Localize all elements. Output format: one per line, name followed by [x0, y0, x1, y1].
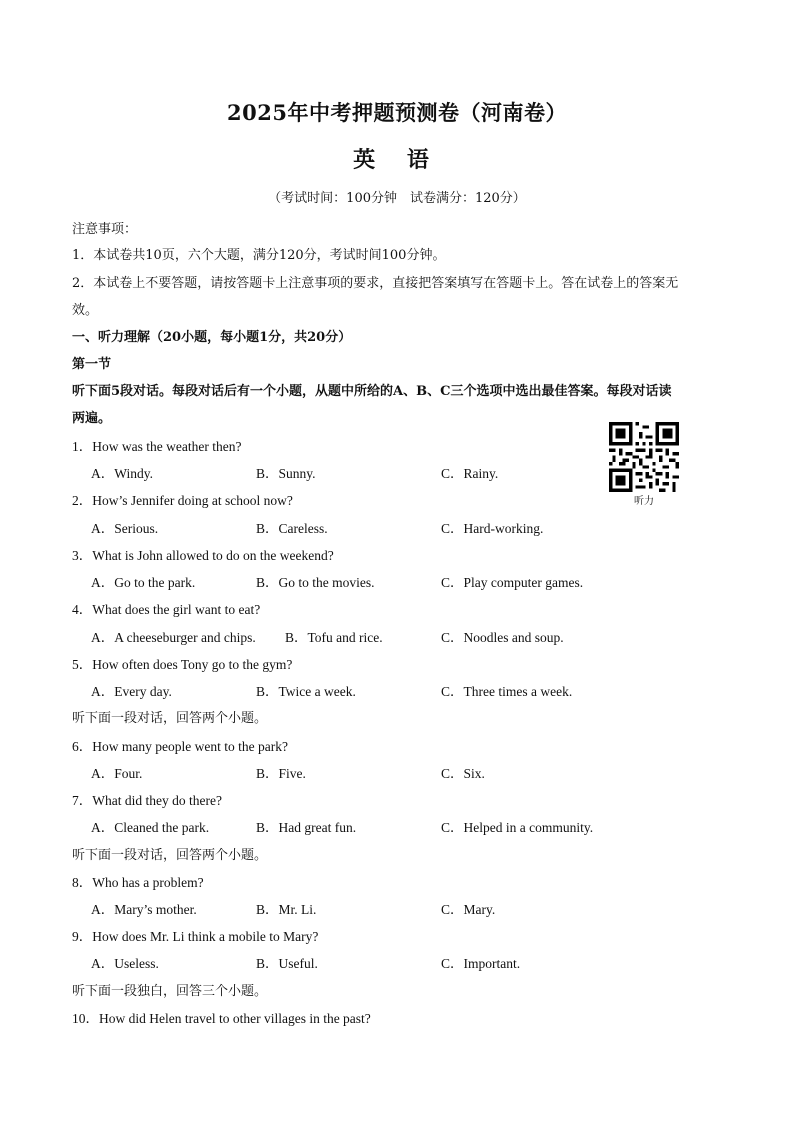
q5-option-b: B．Twice a week. — [256, 684, 356, 699]
question-6: 6．How many people went to the park? — [72, 739, 288, 754]
section-title: 一、听力理解（20小题，每小题1分，共20分） — [72, 330, 352, 345]
instruction-three-questions: 听下面一段独白，回答三个小题。 — [72, 984, 268, 999]
q3-option-a: A．Go to the park. — [91, 575, 196, 590]
q5-option-a: A．Every day. — [91, 684, 172, 699]
notice-heading: 注意事项： — [72, 222, 138, 237]
q1-option-a: A．Windy. — [91, 466, 153, 481]
section-instructions-cont: 两遍。 — [72, 411, 112, 426]
q4-option-c: C．Noodles and soup. — [441, 630, 564, 645]
q8-option-a: A．Mary’s mother. — [91, 902, 197, 917]
instruction-two-questions-1: 听下面一段对话，回答两个小题。 — [72, 711, 268, 726]
exam-title: 2025年中考押题预测卷（河南卷） — [227, 100, 567, 125]
question-8: 8．Who has a problem? — [72, 875, 204, 890]
question-4: 4．What does the girl want to eat? — [72, 602, 261, 617]
question-3: 3．What is John allowed to do on the weekend? — [72, 548, 334, 563]
notice-item-2: 2．本试卷上不要答题，请按答题卡上注意事项的要求，直接把答案填写在答题卡上。答在试卷上的答案无 — [72, 276, 679, 291]
instruction-two-questions-2: 听下面一段对话，回答两个小题。 — [72, 848, 268, 863]
q2-option-a: A．Serious. — [91, 521, 159, 536]
q7-option-a: A．Cleaned the park. — [91, 820, 210, 835]
q4-option-b: B．Tofu and rice. — [285, 630, 383, 645]
question-1: 1．How was the weather then? — [72, 439, 242, 454]
q6-option-b: B．Five. — [256, 766, 306, 781]
q1-option-b: B．Sunny. — [256, 466, 316, 481]
question-5: 5．How often does Tony go to the gym? — [72, 657, 293, 672]
notice-item-2-cont: 效。 — [72, 303, 99, 318]
q7-option-c: C．Helped in a community. — [441, 820, 594, 835]
part-title: 第一节 — [72, 357, 112, 372]
question-2: 2．How’s Jennifer doing at school now? — [72, 493, 293, 508]
question-7: 7．What did they do there? — [72, 793, 222, 808]
exam-info: （考试时间：100分钟 试卷满分：120分） — [268, 191, 526, 206]
notice-item-1: 1．本试卷共10页，六个大题，满分120分，考试时间100分钟。 — [72, 248, 446, 263]
q5-option-c: C．Three times a week. — [441, 684, 573, 699]
q2-option-c: C．Hard-working. — [441, 521, 544, 536]
q6-option-c: C．Six. — [441, 766, 485, 781]
q6-option-a: A．Four. — [91, 766, 143, 781]
q1-option-c: C．Rainy. — [441, 466, 499, 481]
q4-option-a: A．A cheeseburger and chips. — [91, 630, 256, 645]
q2-option-b: B．Careless. — [256, 521, 328, 536]
section-instructions: 听下面5段对话。每段对话后有一个小题，从题中所给的A、B、C三个选项中选出最佳答案。每段对话读 — [72, 384, 672, 399]
q9-option-b: B．Useful. — [256, 956, 318, 971]
subject-title: 英 语 — [353, 147, 441, 173]
q3-option-b: B．Go to the movies. — [256, 575, 375, 590]
qr-code-icon — [609, 422, 679, 492]
q8-option-b: B．Mr. Li. — [256, 902, 317, 917]
qr-code-label: 听力 — [634, 496, 654, 507]
question-10: 10．How did Helen travel to other villages in the past? — [72, 1011, 371, 1026]
question-9: 9．How does Mr. Li think a mobile to Mary? — [72, 929, 319, 944]
q8-option-c: C．Mary. — [441, 902, 496, 917]
q9-option-c: C．Important. — [441, 956, 521, 971]
q7-option-b: B．Had great fun. — [256, 820, 357, 835]
q9-option-a: A．Useless. — [91, 956, 159, 971]
q3-option-c: C．Play computer games. — [441, 575, 584, 590]
